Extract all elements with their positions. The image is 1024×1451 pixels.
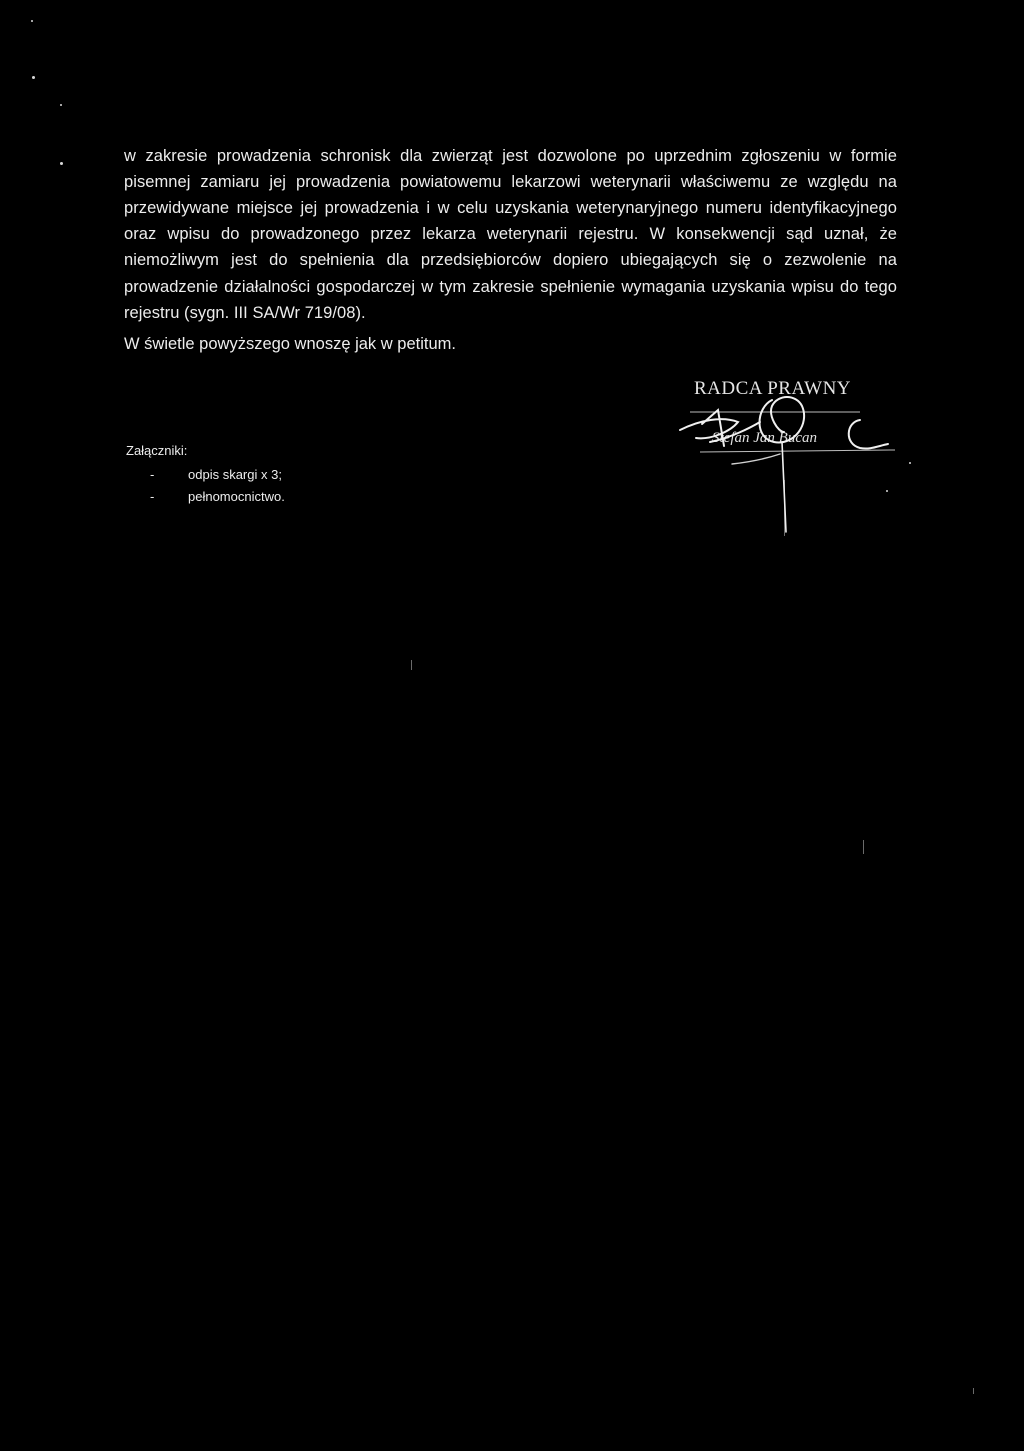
- list-bullet: -: [150, 467, 155, 482]
- body-paragraph: w zakresie prowadzenia schronisk dla zwierząt jest dozwolone po uprzednim zgłoszeniu w formie pisemnej zamiaru jej prowadzenia powiatowemu lekarzowi weterynarii właściwemu ze względu na przewidywane miejsce jej prowadzenia i w celu uzyskania weterynaryjnego numeru identyfikacyjnego oraz wpisu do prowadzonego przez lekarza weterynarii rejestru. W konsekwencji sąd uznał, że niemożliwym jest do spełnienia dla przedsiębiorców dopiero ubiegających się o zezwolenie na prowadzenie działalności gospodarczej w tym zakresie spełnienie wymagania uzyskania wpisu do tego rejestru (sygn. III SA/Wr 719/08).: [124, 146, 897, 322]
- scan-line: [411, 660, 412, 670]
- scan-speck: [31, 20, 33, 22]
- signature-icon: [660, 372, 920, 542]
- attachments-heading: Załączniki:: [126, 443, 188, 458]
- scan-speck: [60, 104, 62, 106]
- closing-line: W świetle powyższego wnoszę jak w petitum.: [124, 335, 456, 353]
- attachment-text: odpis skargi x 3;: [188, 467, 282, 482]
- list-item: [126, 486, 285, 508]
- stamp-title: RADCA PRAWNY: [694, 378, 852, 399]
- scan-line: [863, 840, 864, 854]
- scan-line: [973, 1388, 974, 1394]
- scan-speck: [32, 76, 35, 79]
- stamp-name: Stefan Jan Bucan: [712, 430, 817, 446]
- scan-speck: [60, 162, 63, 165]
- list-item: [126, 464, 285, 486]
- attachments-section: [126, 440, 285, 508]
- stamp-signature: [660, 372, 920, 542]
- list-bullet: -: [150, 489, 155, 504]
- attachments-list: [126, 464, 285, 508]
- attachment-text: pełnomocnictwo.: [188, 489, 285, 504]
